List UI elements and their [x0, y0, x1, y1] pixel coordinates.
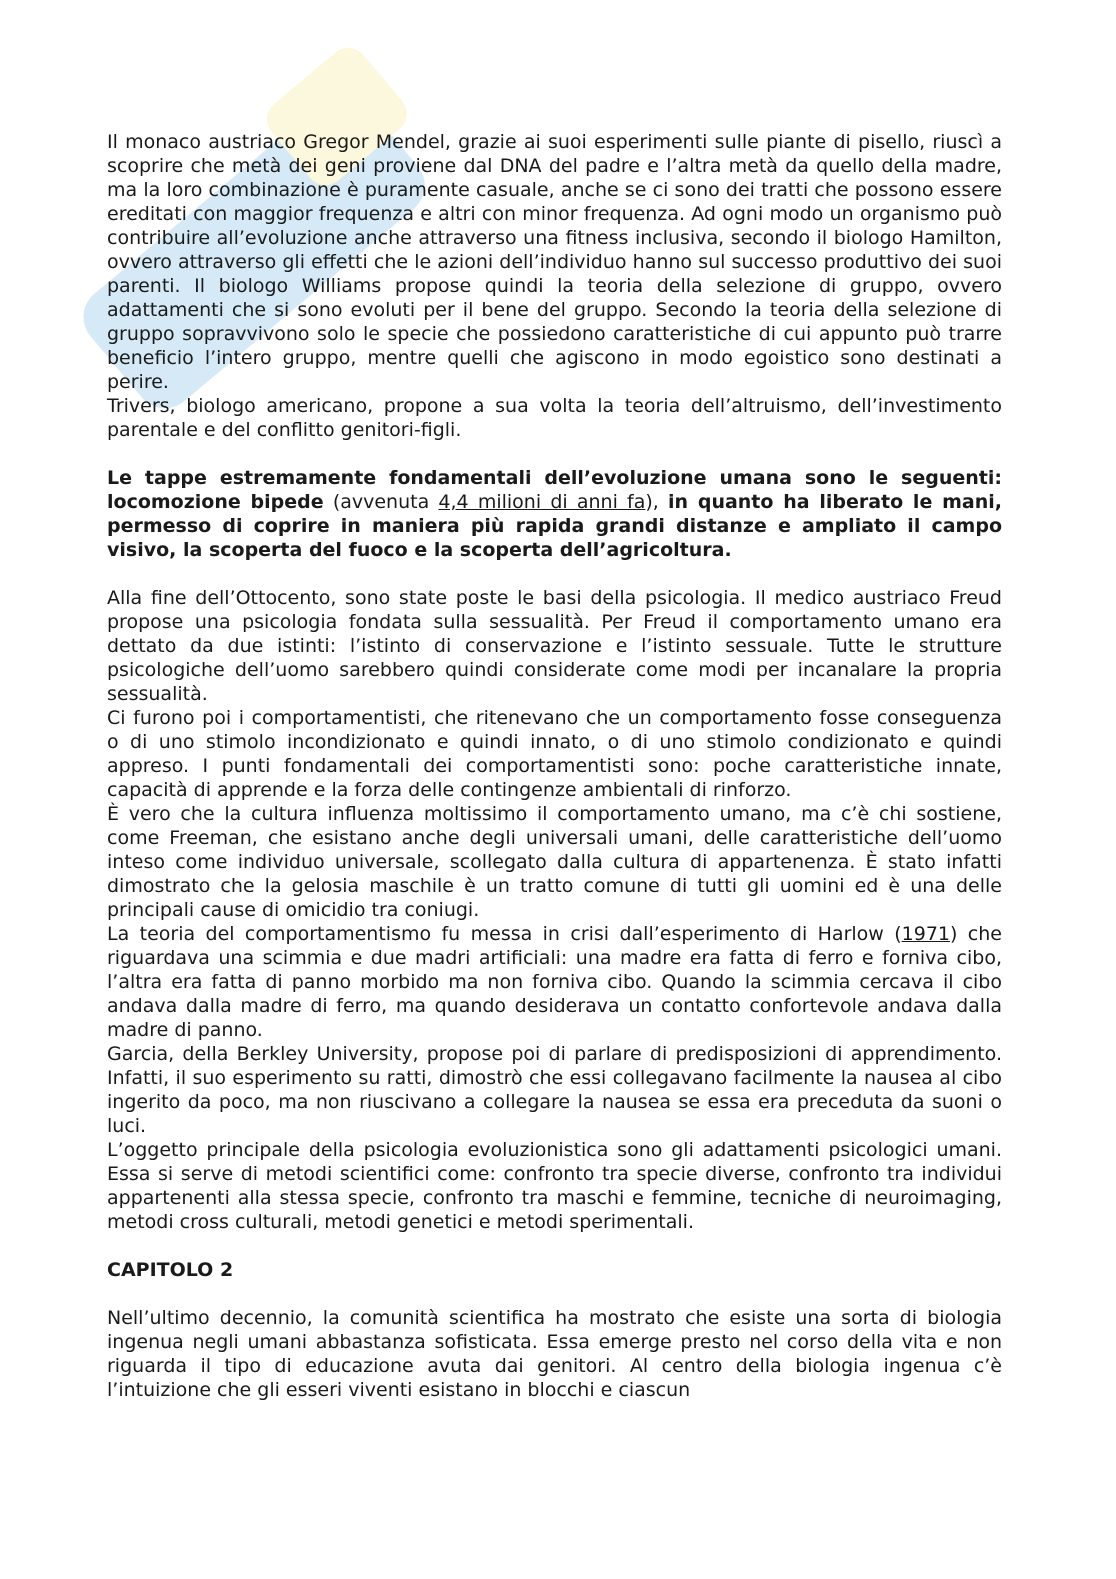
paragraph-biologia-ingenua: Nell’ultimo decennio, la comunità scientifica ha mostrato che esiste una sorta di biologia ingenua negli umani abbastanza sofisticata. Essa emerge presto nel corso della vita e non riguarda il tipo di educazione avuta dai genitori. Al centro della biologia ingenua c’è l’intuizione che gli esseri viventi esistano in blocchi e ciascun [107, 1307, 1002, 1401]
link-1971[interactable]: 1971 [901, 923, 950, 945]
paragraph-harlow [107, 922, 1002, 1042]
document-page [107, 130, 1002, 1402]
paragraph-psicologia-evoluzionistica: L’oggetto principale della psicologia evoluzionistica sono gli adattamenti psicologici umani. Essa si serve di metodi scientifici come: confronto tra specie diverse, confronto tra individui appartenenti alla stessa specie, confronto tra maschi e femmine, tecniche di neuroimaging, metodi cross culturali, metodi genetici e metodi sperimentali. [107, 1139, 1002, 1233]
tappe-normal-a: (avvenuta [323, 491, 439, 513]
paragraph-comportamentisti: Ci furono poi i comportamentisti, che ritenevano che un comportamento fosse conseguenza o di uno stimolo incondizionato e quindi innato, o di uno stimolo condizionato e quindi appreso. I punti fondamentali dei comportamentisti sono: poche caratteristiche innate, capacità di apprende e la forza delle contingenze ambientali di rinforzo. [107, 707, 1002, 801]
paragraph-tappe [107, 466, 1002, 562]
paragraph-garcia: Garcia, della Berkley University, propose poi di parlare di predisposizioni di apprendimento. Infatti, il suo esperimento su ratti, dimostrò che essi collegavano facilmente la nausea al cibo ingerito da poco, ma non riuscivano a collegare la nausea se essa era preceduta da suoni o luci. [107, 1043, 1002, 1137]
paragraph-mendel: Il monaco austriaco Gregor Mendel, grazie ai suoi esperimenti sulle piante di pisello, riuscì a scoprire che metà dei geni proviene dal DNA del padre e l’altra metà da quello della madre, ma la loro combinazione è puramente casuale, anche se ci sono dei tratti che possono essere ereditati con maggior frequenza e altri con minor frequenza. Ad ogni modo un organismo può contribuire all’evoluzione anche attraverso una fitness inclusiva, secondo il biologo Hamilton, ovvero attraverso gli effetti che le azioni dell’individuo hanno sul successo produttivo dei suoi parenti. Il biologo Williams propose quindi la teoria della selezione di gruppo, ovvero adattamenti che si sono evoluti per il bene del gruppo. Secondo la teoria della selezione di gruppo sopravvivono solo le specie che possiedono caratteristiche di cui appunto può trarre beneficio l’intero gruppo, mentre quelli che agiscono in modo egoistico sono destinati a perire. [107, 131, 1002, 393]
paragraph-trivers: Trivers, biologo americano, propone a sua volta la teoria dell’altruismo, dell’investimento parentale e del conflitto genitori-figli. [107, 395, 1002, 441]
harlow-a: La teoria del comportamentismo fu messa in crisi dall’esperimento di Harlow ( [107, 923, 902, 945]
paragraph-freud: Alla fine dell’Ottocento, sono state poste le basi della psicologia. Il medico austriaco Freud propose una psicologia fondata sulla sessualità. Per Freud il comportamento umano era dettato da due istinti: l’istinto di conservazione e l’istinto sessuale. Tutte le strutture psicologiche dell’uomo sarebbero quindi considerate come modi per incanalare la propria sessualità. [107, 587, 1002, 705]
harlow-b: ) che riguardava una scimmia e due madri artificiali: una madre era fatta di ferro e forniva cibo, l’altra era fatta di panno morbido ma non forniva cibo. Quando la scimmia cercava il cibo andava dalla madre di ferro, ma quando desiderava un contatto confortevole andava dalla madre di panno. [107, 923, 1002, 1041]
tappe-bold-b: in quanto ha liberato le mani, permesso di coprire in maniera più rapida grandi distanze e ampliato il campo visivo, la scoperta del fuoco e la scoperta dell’agricoltura. [107, 491, 1002, 561]
link-4-4-milioni[interactable]: 4,4 milioni di anni fa [438, 491, 646, 513]
tappe-bold-a: Le tappe estremamente fondamentali dell’evoluzione umana sono le seguenti: locomozione bipede [107, 467, 1002, 513]
chapter-heading: CAPITOLO 2 [107, 1259, 234, 1281]
paragraph-freeman: È vero che la cultura influenza moltissimo il comportamento umano, ma c’è chi sostiene, come Freeman, che esistano anche degli universali umani, delle caratteristiche dell’uomo inteso come individuo universale, scollegato dalla cultura di appartenenza. È stato infatti dimostrato che la gelosia maschile è un tratto comune di tutti gli uomini ed è una delle principali cause di omicidio tra coniugi. [107, 803, 1002, 921]
tappe-normal-b: ), [645, 491, 669, 513]
